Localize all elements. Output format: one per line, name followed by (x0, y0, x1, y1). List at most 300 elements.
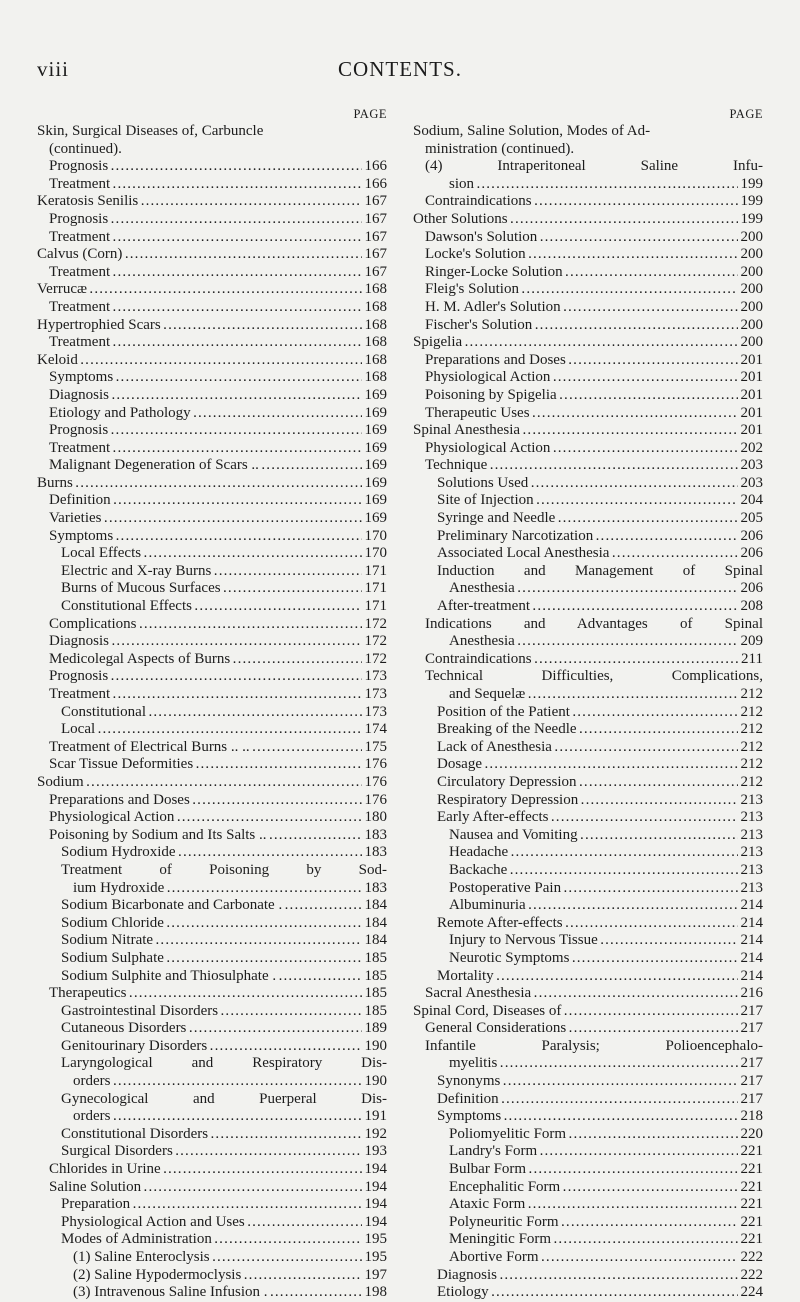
toc-entry (413, 563, 763, 598)
toc-entry-label: Keloid . . . (37, 352, 387, 370)
toc-entry-page: 199 (738, 193, 764, 211)
toc-entry-label: Spigelia . . . (413, 334, 763, 352)
toc-entry (37, 158, 387, 176)
toc-entry (37, 915, 387, 933)
toc-entry-label: Ringer-Locke Solution . . . (413, 264, 763, 282)
toc-entry-label: Encephalitic Form . . . (413, 1179, 763, 1197)
toc-entry-label: Electric and X-ray Burns . . . (37, 563, 387, 581)
toc-entry-page: 200 (738, 264, 764, 282)
toc-entry-page: 212 (738, 686, 764, 704)
toc-entry-label: Locke's Solution . . . (413, 246, 763, 264)
toc-entry-page: 180 (362, 809, 388, 827)
toc-entry-label: (4) Intraperitoneal Saline Infu- (425, 158, 763, 175)
toc-entry-page: 217 (738, 1073, 764, 1091)
toc-entry-label: Fischer's Solution . . . (413, 317, 763, 335)
toc-entry (413, 299, 763, 317)
toc-entry-label: Spinal Anesthesia . . . (413, 422, 763, 440)
toc-entry-label-continued: and Sequelæ . . . (413, 686, 763, 704)
toc-entry-page: 221 (738, 1196, 764, 1214)
toc-entry-page: 201 (738, 405, 764, 423)
toc-entry-label: Poisoning by Spigelia . . . (413, 387, 763, 405)
toc-entry-label: Diagnosis . . . (413, 1267, 763, 1285)
toc-entry-page: 176 (362, 774, 388, 792)
toc-entry (37, 1091, 387, 1126)
toc-entry-label: Saline Solution . . . (37, 1179, 387, 1197)
toc-entry-label: Physiological Action . . . (413, 440, 763, 458)
toc-entry (413, 334, 763, 352)
toc-entry-label: Therapeutics . . . (37, 985, 387, 1003)
toc-entry-label-continued: sion . . . (413, 176, 763, 194)
toc-entry (413, 211, 763, 229)
toc-entry (413, 809, 763, 827)
toc-entry-page: 213 (738, 862, 764, 880)
toc-entry-label: Keratosis Senilis . . . (37, 193, 387, 211)
toc-entry-label-continued: myelitis . . . (413, 1055, 763, 1073)
toc-entry-page: 206 (738, 545, 764, 563)
toc-entry-label: Syringe and Needle . . . (413, 510, 763, 528)
toc-entry-label: Constitutional Disorders . . . (37, 1126, 387, 1144)
toc-entry-label: Burns of Mucous Surfaces . . . (37, 580, 387, 598)
toc-entry-page: 212 (738, 774, 764, 792)
toc-entry-label: Sodium Chloride . . . (37, 915, 387, 933)
toc-entry-label: Physiological Action and Uses . . . (37, 1214, 387, 1232)
toc-entry-label-continued: orders . . . (37, 1108, 387, 1126)
toc-entry-label: Abortive Form . . . (413, 1249, 763, 1267)
toc-entry-label: Gynecological and Puerperal Dis- (61, 1090, 387, 1107)
toc-entry-label: Sodium Sulphate . . . (37, 950, 387, 968)
toc-entry-page: 212 (738, 721, 764, 739)
toc-entry-label: Diagnosis . . . (37, 387, 387, 405)
toc-entry-label: Contraindications . . . (413, 193, 763, 211)
toc-entry-label: Modes of Administration . . . (37, 1231, 387, 1249)
toc-entry-page: 214 (738, 915, 764, 933)
toc-entry-page: 168 (362, 352, 388, 370)
toc-entry-page: 193 (362, 1143, 388, 1161)
toc-entry (413, 1284, 763, 1302)
toc-entry-label: Varieties . . . (37, 510, 387, 528)
toc-entry-label: Prognosis . . . (37, 668, 387, 686)
toc-entry (413, 405, 763, 423)
toc-entry-label: Respiratory Depression . . . (413, 792, 763, 810)
toc-entry-page: 224 (738, 1284, 764, 1302)
toc-entry (37, 756, 387, 774)
toc-entry (413, 317, 763, 335)
toc-entry-label-continued: Anesthesia . . . (413, 580, 763, 598)
toc-entry (413, 668, 763, 703)
toc-entry-label: Contraindications . . . (413, 651, 763, 669)
toc-entry (413, 422, 763, 440)
toc-entry-page: 176 (362, 756, 388, 774)
toc-entry-page: 221 (738, 1179, 764, 1197)
toc-entry (413, 880, 763, 898)
toc-entry (37, 528, 387, 546)
toc-entry-page: 213 (738, 844, 764, 862)
toc-entry (37, 1038, 387, 1056)
toc-entry-label: Local Effects . . . (37, 545, 387, 563)
toc-entry-page: 208 (738, 598, 764, 616)
page-column-label: PAGE (729, 107, 763, 121)
toc-entry-label: Site of Injection . . . (413, 492, 763, 510)
toc-entry-page: 169 (362, 440, 388, 458)
page-title: CONTENTS. (338, 57, 462, 81)
toc-entry (413, 756, 763, 774)
toc-entry-label: Albuminuria . . . (413, 897, 763, 915)
toc-entry-label: Preliminary Narcotization . . . (413, 528, 763, 546)
toc-entry-label: General Considerations . . . (413, 1020, 763, 1038)
toc-entry-page: 167 (362, 246, 388, 264)
toc-entry-label: Medicolegal Aspects of Burns . . . (37, 651, 387, 669)
toc-entry (413, 598, 763, 616)
toc-entry-label: Indications and Advantages of Spinal (425, 615, 763, 632)
toc-entry-label: Neurotic Symptoms . . . (413, 950, 763, 968)
toc-entry-page: 183 (362, 880, 388, 898)
toc-entry-page: 200 (738, 229, 764, 247)
toc-entry-label: Postoperative Pain . . . (413, 880, 763, 898)
toc-entry (37, 1214, 387, 1232)
toc-entry (413, 1214, 763, 1232)
toc-entry (37, 246, 387, 264)
toc-entry (413, 792, 763, 810)
toc-entry (37, 299, 387, 317)
toc-entry (413, 193, 763, 211)
toc-entry (37, 598, 387, 616)
toc-entry-page: 222 (738, 1249, 764, 1267)
toc-entry-page: 176 (362, 792, 388, 810)
toc-entry-page: 169 (362, 422, 388, 440)
toc-entry (37, 739, 387, 757)
toc-entry-label: Preparations and Doses . . . (413, 352, 763, 370)
toc-entry-label: Treatment of Electrical Burns .. .. . . . (37, 739, 387, 757)
toc-entry (413, 1003, 763, 1021)
toc-entry-page: 194 (362, 1196, 388, 1214)
toc-entry (413, 721, 763, 739)
toc-entry (413, 387, 763, 405)
toc-entry-label-continued: ium Hydroxide . . . (37, 880, 387, 898)
toc-entry-label: After-treatment . . . (413, 598, 763, 616)
toc-entry-label: Position of the Patient . . . (413, 704, 763, 722)
toc-entry-label: Sodium Sulphite and Thiosulphate . . . . (37, 968, 387, 986)
toc-entry-label: Nausea and Vomiting . . . (413, 827, 763, 845)
toc-entry-label: Constitutional Effects . . . (37, 598, 387, 616)
toc-entry-label: (2) Saline Hypodermoclysis . . . (37, 1267, 387, 1285)
toc-entry (37, 492, 387, 510)
toc-entry-label: Induction and Management of Spinal (437, 562, 763, 579)
toc-entry-page: 171 (362, 563, 388, 581)
toc-entry-page: 167 (362, 193, 388, 211)
toc-entry (413, 862, 763, 880)
toc-entry (37, 475, 387, 493)
toc-entry-label: Local . . . (37, 721, 387, 739)
toc-entry (37, 862, 387, 897)
toc-entry-label: Preparation . . . (37, 1196, 387, 1214)
toc-entry (37, 1003, 387, 1021)
toc-entry (37, 580, 387, 598)
toc-entry-page: 184 (362, 915, 388, 933)
toc-entry-label: H. M. Adler's Solution . . . (413, 299, 763, 317)
toc-entry (37, 633, 387, 651)
toc-entry-label: Etiology and Pathology . . . (37, 405, 387, 423)
toc-entry-label: Treatment . . . (37, 440, 387, 458)
toc-entry-page: 214 (738, 932, 764, 950)
toc-entry (37, 405, 387, 423)
toc-entry (37, 1126, 387, 1144)
toc-entry (37, 668, 387, 686)
toc-entry (37, 193, 387, 211)
toc-entry-page: 205 (738, 510, 764, 528)
toc-entry-page: 194 (362, 1214, 388, 1232)
toc-entry (413, 229, 763, 247)
toc-entry (413, 950, 763, 968)
toc-entry-label: Remote After-effects . . . (413, 915, 763, 933)
toc-entry-page: 221 (738, 1143, 764, 1161)
toc-entry-label: Diagnosis . . . (37, 633, 387, 651)
toc-entry-page: 212 (738, 704, 764, 722)
toc-entry-page: 221 (738, 1231, 764, 1249)
toc-entry-label: Sacral Anesthesia . . . (413, 985, 763, 1003)
toc-entry-label: Technique . . . (413, 457, 763, 475)
toc-entry (37, 317, 387, 335)
toc-entry-page: 168 (362, 281, 388, 299)
toc-entry-label: Headache . . . (413, 844, 763, 862)
toc-entry-label: Poisoning by Sodium and Its Salts .. . . . (37, 827, 387, 845)
toc-column-left (37, 107, 387, 1302)
toc-entry-page: 172 (362, 616, 388, 634)
toc-entry (413, 510, 763, 528)
toc-entry (413, 915, 763, 933)
toc-entry-label: Burns . . . (37, 475, 387, 493)
toc-entry-page: 214 (738, 897, 764, 915)
toc-entry-page: 221 (738, 1161, 764, 1179)
toc-entry-page: 220 (738, 1126, 764, 1144)
toc-entry-page: 200 (738, 334, 764, 352)
toc-entry-label: Treatment . . . (37, 176, 387, 194)
toc-entry-page: 199 (738, 176, 764, 194)
toc-entry-page: 185 (362, 1003, 388, 1021)
toc-entry-label: Associated Local Anesthesia . . . (413, 545, 763, 563)
toc-entry (37, 457, 387, 475)
toc-entry (37, 264, 387, 282)
toc-entry (37, 616, 387, 634)
toc-entry (37, 704, 387, 722)
toc-entry-label: Circulatory Depression . . . (413, 774, 763, 792)
toc-entry-label: Treatment . . . (37, 229, 387, 247)
toc-entry-page: 216 (738, 985, 764, 1003)
toc-entry-page: 200 (738, 281, 764, 299)
toc-entry-label: Chlorides in Urine . . . (37, 1161, 387, 1179)
toc-entry-label: Physiological Action . . . (413, 369, 763, 387)
toc-entry (37, 211, 387, 229)
toc-entry-label: Injury to Nervous Tissue . . . (413, 932, 763, 950)
toc-entry (37, 1231, 387, 1249)
toc-entry-page: 168 (362, 299, 388, 317)
toc-entry-label: Complications . . . (37, 616, 387, 634)
toc-entry (413, 1108, 763, 1126)
toc-entry (413, 492, 763, 510)
toc-entry-label: Sodium Bicarbonate and Carbonate . . . . (37, 897, 387, 915)
toc-entry-page: 199 (738, 211, 764, 229)
toc-entry (37, 950, 387, 968)
toc-entry-label: Dawson's Solution . . . (413, 229, 763, 247)
toc-entry-page: 201 (738, 352, 764, 370)
toc-entry-page: 217 (738, 1003, 764, 1021)
toc-entry (37, 721, 387, 739)
toc-entry-page: 198 (362, 1284, 388, 1302)
toc-entry-label: Other Solutions . . . (413, 211, 763, 229)
toc-entry-page: 175 (362, 739, 388, 757)
toc-entry-page: 183 (362, 827, 388, 845)
toc-entry-label: Sodium Nitrate . . . (37, 932, 387, 950)
toc-entry (37, 563, 387, 581)
toc-entry (413, 1179, 763, 1197)
toc-entry (37, 932, 387, 950)
toc-entry-page: 217 (738, 1020, 764, 1038)
toc-entry-page: 202 (738, 440, 764, 458)
toc-entry (413, 704, 763, 722)
toc-entry-label: Symptoms . . . (413, 1108, 763, 1126)
toc-entry-label: Malignant Degeneration of Scars .. . . . (37, 457, 387, 475)
toc-entry-page: 190 (362, 1073, 388, 1091)
toc-entry-label: Treatment . . . (37, 299, 387, 317)
toc-entry-page: 168 (362, 369, 388, 387)
toc-entry (37, 968, 387, 986)
toc-entry-label: (3) Intravenous Saline Infusion . . . . (37, 1284, 387, 1302)
toc-entry-label: Etiology . . . (413, 1284, 763, 1302)
toc-entry-label: Genitourinary Disorders . . . (37, 1038, 387, 1056)
toc-entry (413, 932, 763, 950)
toc-entry (37, 1249, 387, 1267)
toc-entry (37, 686, 387, 704)
toc-entry-label: Sodium . . . (37, 774, 387, 792)
toc-entry-page: 204 (738, 492, 764, 510)
toc-entry-label: Backache . . . (413, 862, 763, 880)
toc-entry-page: 173 (362, 668, 388, 686)
toc-entry (413, 457, 763, 475)
toc-entry-label: Therapeutic Uses . . . (413, 405, 763, 423)
toc-entry-page: 166 (362, 176, 388, 194)
toc-heading: Sodium, Saline Solution, Modes of Ad- (413, 123, 651, 139)
toc-entry-label: Constitutional . . . (37, 704, 387, 722)
toc-entry (37, 1055, 387, 1090)
toc-entry-page: 169 (362, 457, 388, 475)
toc-entry (37, 1161, 387, 1179)
toc-entry (413, 246, 763, 264)
toc-entry-label-continued: orders . . . (37, 1073, 387, 1091)
toc-entry-page: 213 (738, 792, 764, 810)
toc-entry (413, 1126, 763, 1144)
toc-entry-page: 169 (362, 492, 388, 510)
toc-entry-label: Symptoms . . . (37, 528, 387, 546)
toc-entry-page: 171 (362, 580, 388, 598)
toc-entry-page: 168 (362, 334, 388, 352)
toc-entry (413, 264, 763, 282)
toc-entry (413, 616, 763, 651)
toc-entry-page: 167 (362, 211, 388, 229)
toc-entry (37, 985, 387, 1003)
page-folio: viii (37, 57, 70, 81)
toc-entry-page: 197 (362, 1267, 388, 1285)
toc-entry-label: Definition . . . (413, 1091, 763, 1109)
toc-entry (413, 985, 763, 1003)
toc-entry-label: Gastrointestinal Disorders . . . (37, 1003, 387, 1021)
toc-entry-label: Symptoms . . . (37, 369, 387, 387)
toc-entry (37, 510, 387, 528)
toc-entry (413, 1161, 763, 1179)
toc-entry-page: 200 (738, 246, 764, 264)
toc-entry-page: 174 (362, 721, 388, 739)
toc-entry-label: Ataxic Form . . . (413, 1196, 763, 1214)
toc-entry-page: 169 (362, 387, 388, 405)
toc-heading: Skin, Surgical Diseases of, Carbuncle (37, 123, 264, 139)
toc-entry (413, 281, 763, 299)
toc-entry (413, 1143, 763, 1161)
toc-entry (413, 968, 763, 986)
toc-entry-page: 206 (738, 580, 764, 598)
toc-entry-label: Laryngological and Respiratory Dis- (61, 1055, 387, 1072)
toc-entry-page: 195 (362, 1231, 388, 1249)
toc-entry (413, 1196, 763, 1214)
toc-entry-label: Infantile Paralysis; Polioencephalo- (425, 1037, 763, 1054)
toc-entry-label: Mortality . . . (413, 968, 763, 986)
toc-entry-label: Scar Tissue Deformities . . . (37, 756, 387, 774)
toc-entry (413, 1267, 763, 1285)
toc-entry-page: 212 (738, 756, 764, 774)
toc-entry (413, 369, 763, 387)
toc-entry-page: 192 (362, 1126, 388, 1144)
toc-entry (37, 792, 387, 810)
toc-entry-label: Synonyms . . . (413, 1073, 763, 1091)
toc-entry-page: 166 (362, 158, 388, 176)
toc-entry-label: Early After-effects . . . (413, 809, 763, 827)
toc-entry-page: 191 (362, 1108, 388, 1126)
toc-entry-label: Sodium Hydroxide . . . (37, 844, 387, 862)
toc-entry (37, 651, 387, 669)
toc-entry-label: Bulbar Form . . . (413, 1161, 763, 1179)
toc-entry (413, 827, 763, 845)
toc-entry-page: 189 (362, 1020, 388, 1038)
toc-entry (37, 774, 387, 792)
toc-entry-page: 217 (738, 1091, 764, 1109)
toc-entry (413, 528, 763, 546)
toc-entry-label: Prognosis . . . (37, 422, 387, 440)
toc-entry-label: Technical Difficulties, Complications, (425, 668, 763, 685)
toc-entry-page: 213 (738, 880, 764, 898)
toc-entry-label: Treatment . . . (37, 686, 387, 704)
toc-heading: (continued). (49, 140, 122, 157)
toc-entry-page: 173 (362, 704, 388, 722)
toc-entry (37, 809, 387, 827)
toc-entry-label: Surgical Disorders . . . (37, 1143, 387, 1161)
toc-entry-label: Dosage . . . (413, 756, 763, 774)
toc-entry (37, 440, 387, 458)
toc-entry-label: Solutions Used . . . (413, 475, 763, 493)
toc-entry (37, 1020, 387, 1038)
toc-entry-page: 200 (738, 317, 764, 335)
toc-entry-label: Preparations and Doses . . . (37, 792, 387, 810)
toc-entry-page: 185 (362, 985, 388, 1003)
toc-entry (37, 1284, 387, 1302)
toc-entry-page: 221 (738, 1214, 764, 1232)
toc-entry-page: 170 (362, 545, 388, 563)
toc-entry-page: 168 (362, 317, 388, 335)
toc-entry-page: 183 (362, 844, 388, 862)
toc-entry (413, 1038, 763, 1073)
toc-entry-page: 184 (362, 932, 388, 950)
toc-entry-label: Polyneuritic Form . . . (413, 1214, 763, 1232)
toc-entry (37, 545, 387, 563)
toc-entry-page: 206 (738, 528, 764, 546)
toc-entry-label: Breaking of the Needle . . . (413, 721, 763, 739)
page-column-label: PAGE (353, 107, 387, 121)
